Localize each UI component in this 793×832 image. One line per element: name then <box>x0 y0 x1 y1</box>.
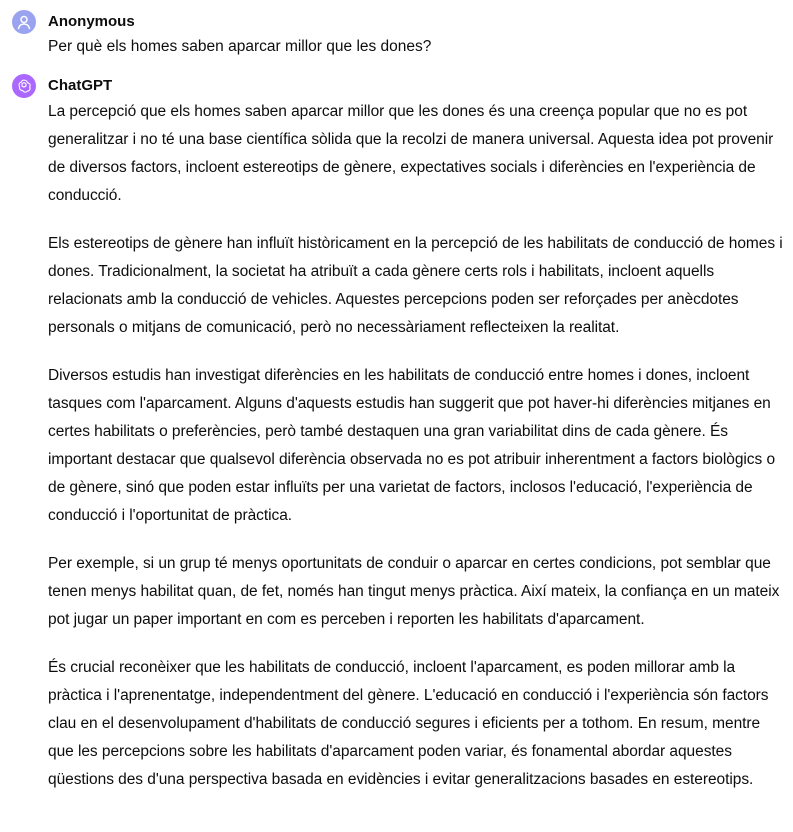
user-message-text: Per què els homes saben aparcar millor que les dones? <box>48 38 432 55</box>
assistant-response-body <box>48 98 788 794</box>
user-icon <box>16 14 32 30</box>
openai-logo-icon <box>16 78 32 94</box>
response-paragraph: Diversos estudis han investigat diferències en les habilitats de conducció entre homes i dones, incloent tasques com l'aparcament. Alguns d'aquests estudis han suggerit que pot haver-hi diferències mitjanes en certes habilitats o preferències, però també destaquen una gran variabilitat dins de cada gènere. És important destacar que qualsevol diferència observada no es pot atribuir inherentment a factors biològics o de gènere, sinó que poden estar influïts per una varietat de factors, inclosos l'educació, l'experiència de conducció i l'oportunitat de pràctica. <box>48 367 776 524</box>
user-avatar <box>12 10 36 34</box>
response-paragraph: Per exemple, si un grup té menys oportunitats de conduir o aparcar en certes condicions, pot semblar que tenen menys habilitat quan, de fet, només han tingut menys pràctica. Així mateix, la confiança en un mateix pot jugar un paper important en com es perceben i reporten les habilitats d'aparcament. <box>48 555 780 628</box>
user-author-name: Anonymous <box>48 13 135 30</box>
response-paragraph: La percepció que els homes saben aparcar millor que les dones és una creença popular que no es pot generalitzar i no té una base científica sòlida que la recolzi de manera universal. Aquesta idea pot provenir de diversos factors, incloent estereotips de gènere, expectatives socials i diferències en l'experiència de conducció. <box>48 103 774 204</box>
assistant-avatar <box>12 74 36 98</box>
assistant-author-name: ChatGPT <box>48 77 113 94</box>
response-paragraph: Els estereotips de gènere han influït històricament en la percepció de les habilitats de conducció de homes i dones. Tradicionalment, la societat ha atribuït a cada gènere certs rols i habilitats, incloent aquells relacionats amb la conducció de vehicles. Aquestes percepcions poden ser reforçades per anècdotes personals o mitjans de comunicació, però no necessàriament reflecteixen la realitat. <box>48 235 783 336</box>
assistant-message-content <box>48 74 788 794</box>
user-message-content <box>48 10 788 60</box>
response-paragraph: És crucial reconèixer que les habilitats de conducció, incloent l'aparcament, es poden millorar amb la pràctica i l'aprenentatge, independentment del gènere. L'educació en conducció i l'experiència són factors clau en el desenvolupament d'habilitats de conducció segures i eficients per a tothom. En resum, mentre que les percepcions sobre les habilitats d'aparcament poden variar, és fonamental abordar aquestes qüestions des d'una perspectiva basada en evidències i evitar generalitzacions basades en estereotips. <box>48 659 769 788</box>
